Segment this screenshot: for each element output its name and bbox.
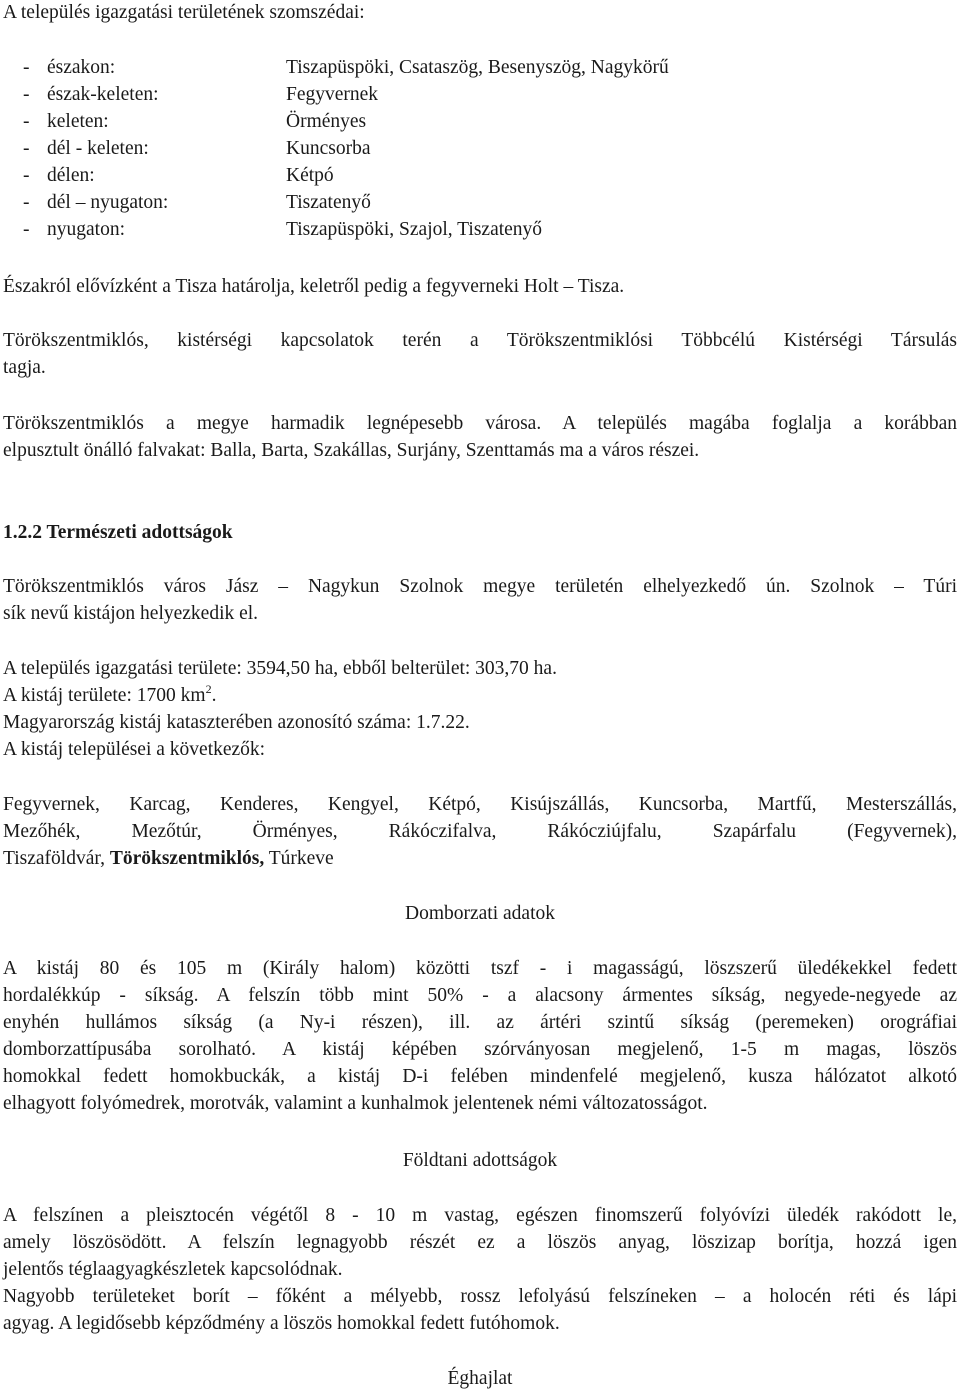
text-line: Mezőhék, Mezőtúr, Örményes, Rákóczifalva, Rákócziújfalu, Szapárfalu (Fegyvernek), — [3, 821, 957, 842]
neighbor-direction: délen: — [47, 165, 95, 186]
text-line: jelentős téglaagyagkészletek kapcsolódnak. — [3, 1259, 343, 1280]
neighbor-names: Fegyvernek — [286, 84, 379, 105]
text-line: elpusztult önálló falvakat: Balla, Barta, Szakállas, Surjány, Szenttamás ma a város részei. — [3, 440, 700, 461]
neighbor-names: Kuncsorba — [286, 138, 371, 159]
neighbor-direction: keleten: — [47, 111, 109, 132]
neighbor-direction: nyugaton: — [47, 219, 125, 240]
neighbor-direction: észak-keleten: — [47, 84, 159, 105]
cadastre-fact: Magyarország kistáj kataszterében azonosító száma: 1.7.22. — [3, 712, 470, 733]
settlements-intro: A kistáj települései a következők: — [3, 739, 266, 760]
region-area-text: A kistáj területe: 1700 km — [3, 685, 206, 706]
climate-title: Éghajlat — [447, 1368, 513, 1389]
text-line: Fegyvernek, Karcag, Kenderes, Kengyel, Kétpó, Kisújszállás, Kuncsorba, Martfű, Mesterszállás, — [3, 794, 957, 815]
list-bullet: - — [23, 138, 30, 159]
text-line: hordalékkúp - síkság. A felszín több mint 50% - a alacsony ármentes síkság, negyede-negyede az — [3, 985, 957, 1006]
text-line: sík nevű kistájon helyezkedik el. — [3, 603, 259, 624]
neighbors-intro: A település igazgatási területének szomszédai: — [3, 2, 365, 23]
facts-block — [3, 655, 957, 763]
region-area-fact — [3, 682, 957, 709]
neighbor-names: Tiszapüspöki, Csataszög, Besenyszög, Nagykörű — [286, 57, 669, 78]
list-bullet: - — [23, 219, 30, 240]
text-line: Törökszentmiklós város Jász ‒ Nagykun Szolnok megye területén elhelyezkedő ún. Szolnok ‒ Túri — [3, 576, 957, 597]
text-line: amely löszösödött. A felszín legnagyobb részét ez a löszös anyag, löszizap borítja, hozzá igen — [3, 1232, 957, 1253]
text-line: elhagyott folyómedrek, morotvák, valamint a kunhalmok jelentenek némi változatosságot. — [3, 1093, 708, 1114]
neighbor-names: Örményes — [286, 111, 367, 132]
settlement-text: Tiszaföldvár, — [3, 848, 110, 869]
text-line: enyhén hullámos síkság (a Ny-i részen), ill. az ártéri szintű síkság (peremeken) orográfiai — [3, 1012, 957, 1033]
text-line: Törökszentmiklós a megye harmadik legnépesebb városa. A település magába foglalja a korábban — [3, 413, 957, 434]
neighbor-names: Kétpó — [286, 165, 334, 186]
settlement-highlight: Törökszentmiklós, — [109, 848, 265, 869]
paragraph-location — [3, 573, 957, 627]
list-bullet: - — [23, 57, 30, 78]
relief-title: Domborzati adatok — [405, 903, 555, 924]
geology-title: Földtani adottságok — [402, 1150, 558, 1171]
neighbor-direction: dél ‒ nyugaton: — [47, 192, 169, 213]
neighbor-direction: dél - keleten: — [47, 138, 149, 159]
paragraph-city — [3, 410, 957, 464]
region-area-end: . — [211, 685, 217, 706]
text-line: Törökszentmiklós, kistérségi kapcsolatok terén a Törökszentmiklósi Többcélú Kistérségi Társulás — [3, 330, 957, 351]
superscript-two: 2 — [205, 682, 212, 696]
neighbor-direction: északon: — [47, 57, 116, 78]
list-bullet: - — [23, 84, 30, 105]
neighbors-list — [3, 54, 957, 244]
paragraph-association — [3, 327, 957, 381]
list-bullet: - — [23, 192, 30, 213]
text-line: Nagyobb területeket borít ‒ főként a mélyebb, rossz lefolyású felszíneken ‒ a holocén réti és lápi — [3, 1286, 957, 1307]
relief-paragraph — [3, 955, 957, 1117]
text-line — [3, 845, 957, 872]
text-line: tagja. — [3, 357, 46, 378]
neighbor-names: Tiszapüspöki, Szajol, Tiszatenyő — [286, 219, 543, 240]
paragraph-border: Északról elővízként a Tisza határolja, keletről pedig a fegyverneki Holt ‒ Tisza. — [3, 276, 625, 297]
area-fact: A település igazgatási területe: 3594,50 ha, ebből belterület: 303,70 ha. — [3, 658, 557, 679]
list-bullet: - — [23, 111, 30, 132]
text-line: A felszínen a pleisztocén végétől 8 - 10 m vastag, egészen finomszerű folyóvízi üledék rakódott le, — [3, 1205, 957, 1226]
text-line: agyag. A legidősebb képződmény a löszös homokkal fedett futóhomok. — [3, 1313, 560, 1334]
geology-paragraph — [3, 1202, 957, 1337]
text-line: domborzattípusába sorolható. A kistáj képében szórványosan megjelenő, 1-5 m magas, löszös — [3, 1039, 957, 1060]
neighbor-names: Tiszatenyő — [286, 192, 371, 213]
text-line: homokkal fedett homokbuckák, a kistáj D-i felében mindenfelé megjelenő, kusza hálózatot alkotó — [3, 1066, 957, 1087]
section-heading: 1.2.2 Természeti adottságok — [3, 522, 233, 543]
list-bullet: - — [23, 165, 30, 186]
text-line: A kistáj 80 és 105 m (Király halom) közötti tszf - i magasságú, löszszerű üledékekkel fedett — [3, 958, 957, 979]
settlement-text: Túrkeve — [264, 848, 334, 869]
settlements-paragraph — [3, 791, 957, 872]
